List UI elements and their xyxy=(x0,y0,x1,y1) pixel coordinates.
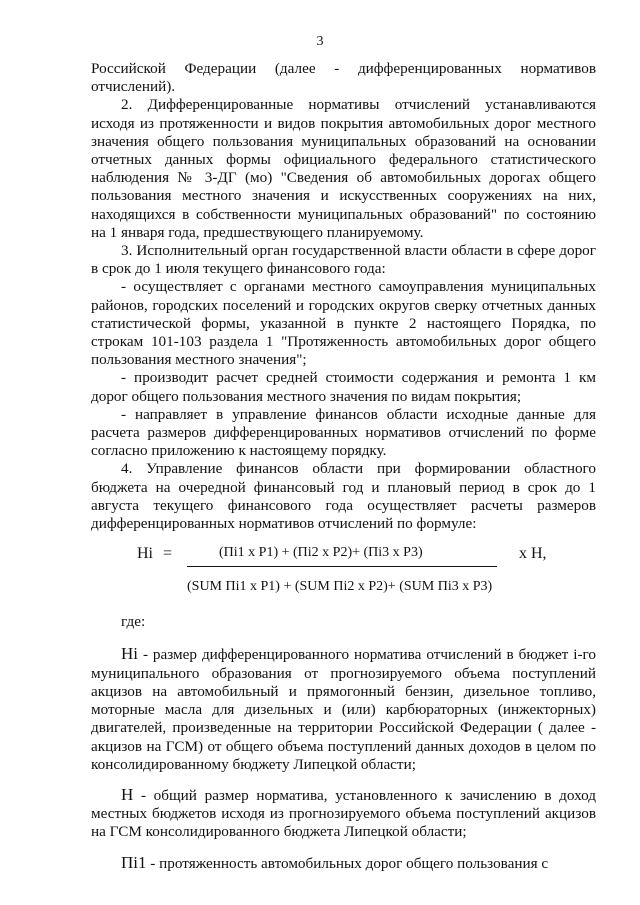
paragraph-3: 3. Исполнительный орган государственной власти области в сфере дорог в срок до 1 июля текущего финансового года: xyxy=(91,242,596,278)
bullet-reconciliation: - осуществляет с органами местного самоуправления муниципальных районов, городских поселений и городских округов сверку отчетных данных статистической формы, указанной в пункте 2 настоящего Порядка, по строкам 101-103 раздела 1 "Протяженность автомобильных дорог общего пользования местного значения"; xyxy=(91,278,596,369)
where-label: где: xyxy=(121,613,146,631)
definition-hi xyxy=(91,645,596,773)
formula-equals: = xyxy=(163,545,173,563)
formula-denominator: (SUM Пi1 х Р1) + (SUM Пi2 х Р2)+ (SUM Пi3 х Р3) xyxy=(187,579,493,595)
formula-numerator: (Пi1 х Р1) + (Пi2 х Р2)+ (Пi3 х Р3) xyxy=(219,545,423,561)
page-number: 3 xyxy=(316,34,324,49)
formula-multiplier: х Н, xyxy=(519,545,547,563)
definition-h-text: - общий размер норматива, установленного к зачислению в доход местных бюджетов исходя из прогнозируемого объема поступлений акцизов на ГСМ консолидированного бюджета Липецкой области; xyxy=(91,786,596,841)
definition-pi1 xyxy=(91,854,596,873)
bullet-cost-calculation: - производит расчет средней стоимости содержания и ремонта 1 км дорог общего пользования местного значения по видам покрытия; xyxy=(91,369,596,405)
definition-h-symbol: Н xyxy=(121,784,134,804)
document-body xyxy=(91,60,596,873)
paragraph-2: 2. Дифференцированные нормативы отчислений устанавливаются исходя из протяженности и видов покрытия автомобильных дорог местного значения общего пользования муниципальных образований на основании отчетных данных формы официального федерального статистического наблюдения № 3-ДГ (мо) "Сведения об автомобильных дорогах общего пользования местного значения и искусственных сооружениях на них, находящихся в собственности муниципальных образований" по состоянию на 1 января года, предшествующего планируемому. xyxy=(91,96,596,241)
definition-hi-symbol: Нi xyxy=(121,644,138,664)
definition-pi1-symbol: Пi1 xyxy=(121,852,147,872)
paragraph-continuation: Российской Федерации (далее - дифференцированных нормативов отчислений). xyxy=(91,60,596,96)
bullet-send-data: - направляет в управление финансов области исходные данные для расчета размеров дифференцированных нормативов отчислений по форме согласно приложению к настоящему порядку. xyxy=(91,405,596,460)
fraction-bar xyxy=(187,566,497,567)
formula-lhs: Нi xyxy=(137,545,153,563)
paragraph-4: 4. Управление финансов области при формировании областного бюджета на очередной финансовый год и плановый период в срок до 1 августа текущего финансового года осуществляет расчеты размеров дифференцированных нормативов отчислений по формуле: xyxy=(91,460,596,533)
definition-hi-text: - размер дифференцированного норматива отчислений в бюджет i-го муниципального образования от прогнозируемого объема поступлений акцизов на автомобильный и прямогонный бензин, дизельное топливо, моторные масла для дизельных и (или) карбюраторных (инжекторных) двигателей, произведенные на территории Российской Федерации ( далее - акцизов на ГСМ) от общего объема поступлений данных доходов в целом по консолидированному бюджету Липецкой области; xyxy=(91,646,596,773)
formula xyxy=(91,543,596,605)
definition-h xyxy=(91,786,596,842)
definition-pi1-text: - протяженность автомобильных дорог общего пользования с xyxy=(146,854,549,872)
